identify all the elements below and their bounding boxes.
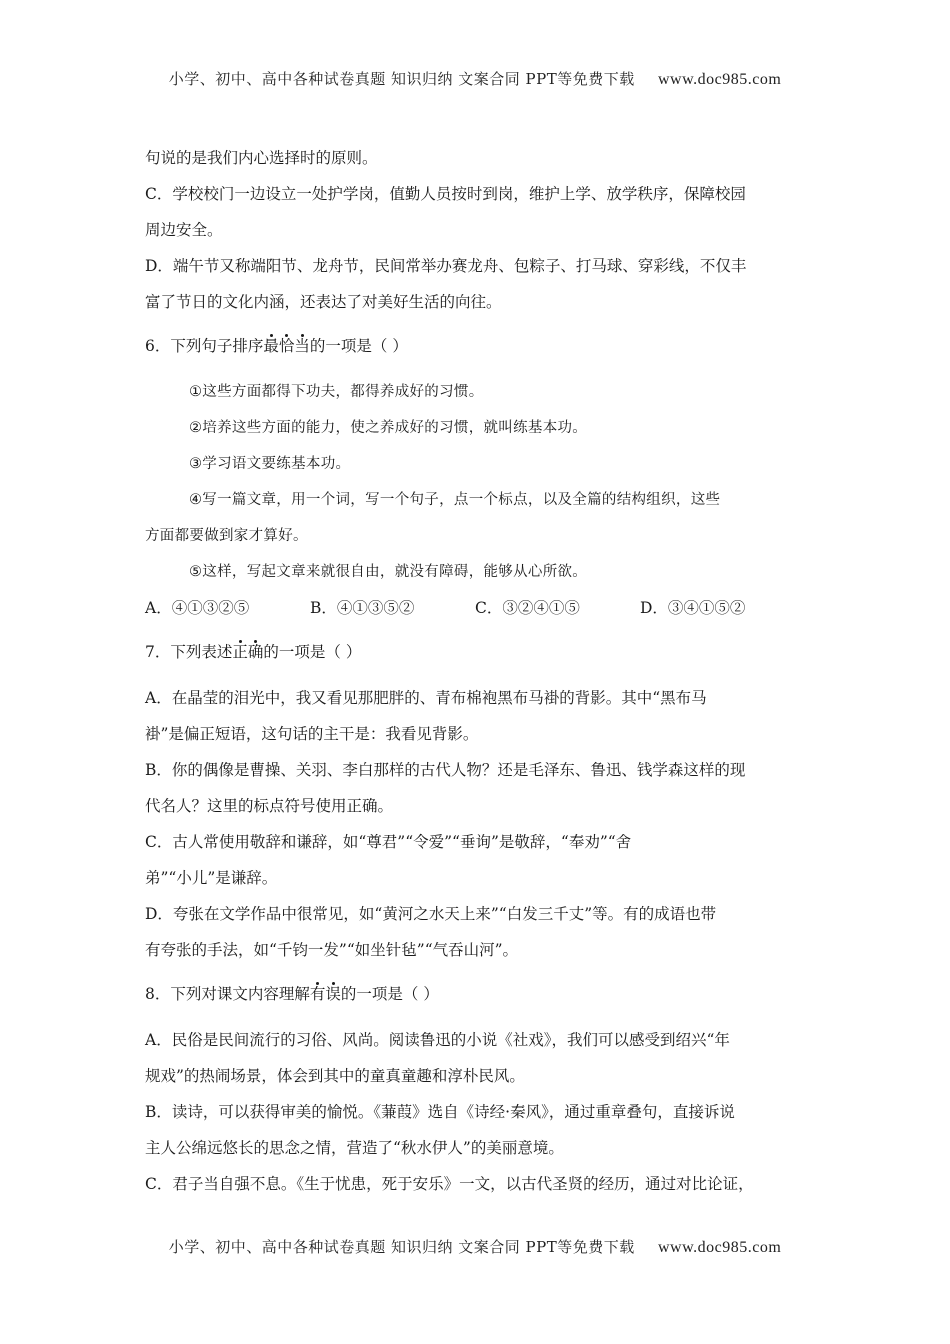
option-b-line: B．读诗，可以获得审美的愉悦。《蒹葭》选自《诗经·秦风》，通过重章叠句，直接诉说 [145,1103,735,1121]
emphasis-char: 最 [263,337,279,355]
text-line: 句说的是我们内心选择时的原则。 [145,149,378,167]
option-c-line: C．古人常使用敬辞和谦辞，如“尊君”“令爱”“垂询”是敬辞，“奉劝”“舍 [145,833,632,851]
sentence-2: ②培养这些方面的能力，使之养成好的习惯，就叫练基本功。 [189,420,588,436]
page-footer [0,1236,950,1257]
question-6-options [145,590,807,626]
sentence-4: ④写一篇文章，用一个词，写一个句子，点一个标点，以及全篇的结构组织，这些 [189,492,721,508]
page-header [0,68,950,89]
emphasis-char: 恰 [278,337,295,355]
option-d: D．③④①⑤② [640,599,746,617]
emphasis-char: 正 [232,643,248,661]
footer-text: 小学、初中、高中各种试卷真题 知识归纳 文案合同 PPT等免费下载 [168,1238,635,1256]
sentence-5: ⑤这样，写起文章来就很自由，就没有障碍，能够从心所欲。 [189,564,588,580]
option-d-line: 有夸张的手法，如“千钧一发”“如坐针毡”“气吞山河”。 [145,941,519,959]
sentence-4-cont: 方面都要做到家才算好。 [145,528,308,544]
text-line: C．学校校门一边设立一处护学岗，值勤人员按时到岗，维护上学、放学秩序，保障校园 [145,185,746,203]
document-body [145,140,807,1202]
text-line: 富了节日的文化内涵，还表达了对美好生活的向往。 [145,293,502,311]
sentence-1: ①这些方面都得下功夫，都得养成好的习惯。 [189,384,484,400]
emphasis-char: 有 [309,985,326,1003]
option-a: A．④①③②⑤ [145,599,250,617]
emphasis-char: 确 [247,643,264,661]
question-7-stem: 7．下列表述正确的一项是（ ） [145,643,362,661]
header-site: www.doc985.com [658,71,782,88]
header-text: 小学、初中、高中各种试卷真题 知识归纳 文案合同 PPT等免费下载 [168,70,635,88]
emphasis-char: 误 [325,985,341,1003]
option-a-line: A．民俗是民间流行的习俗、风尚。阅读鲁迅的小说《社戏》，我们可以感受到绍兴“年 [145,1031,730,1049]
question-6-stem: 6．下列句子排序最恰当的一项是（ ） [145,337,408,355]
option-c: C．③②④①⑤ [475,599,580,617]
sentence-3: ③学习语文要练基本功。 [189,456,351,472]
option-a-line: 规戏”的热闹场景，体会到其中的童真童趣和淳朴民风。 [145,1067,525,1085]
option-a-line: A．在晶莹的泪光中，我又看见那肥胖的、青布棉袍黑布马褂的背影。其中“黑布马 [145,689,707,707]
option-c-line: 弟”“小儿”是谦辞。 [145,869,278,887]
option-a-line: 褂”是偏正短语，这句话的主干是：我看见背影。 [145,725,479,743]
text-line: D．端午节又称端阳节、龙舟节，民间常举办赛龙舟、包粽子、打马球、穿彩线，不仅丰 [145,257,747,275]
option-d-line: D．夸张在文学作品中很常见，如“黄河之水天上来”“白发三千丈”等。有的成语也带 [145,905,717,923]
option-b-line: 代名人？这里的标点符号使用正确。 [145,797,394,815]
option-b: B．④①③⑤② [310,599,415,617]
option-c-line: C．君子当自强不息。《生于忧患，死于安乐》一文，以古代圣贤的经历，通过对比论证， [145,1175,754,1193]
footer-site: www.doc985.com [658,1239,782,1256]
option-b-line: 主人公绵远悠长的思念之情，营造了“秋水伊人”的美丽意境。 [145,1139,564,1157]
option-b-line: B．你的偶像是曹操、关羽、李白那样的古代人物？还是毛泽东、鲁迅、钱学森这样的现 [145,761,746,779]
text-line: 周边安全。 [145,221,223,239]
emphasis-char: 当 [294,337,310,355]
question-8-stem: 8．下列对课文内容理解有误的一项是（ ） [145,985,439,1003]
